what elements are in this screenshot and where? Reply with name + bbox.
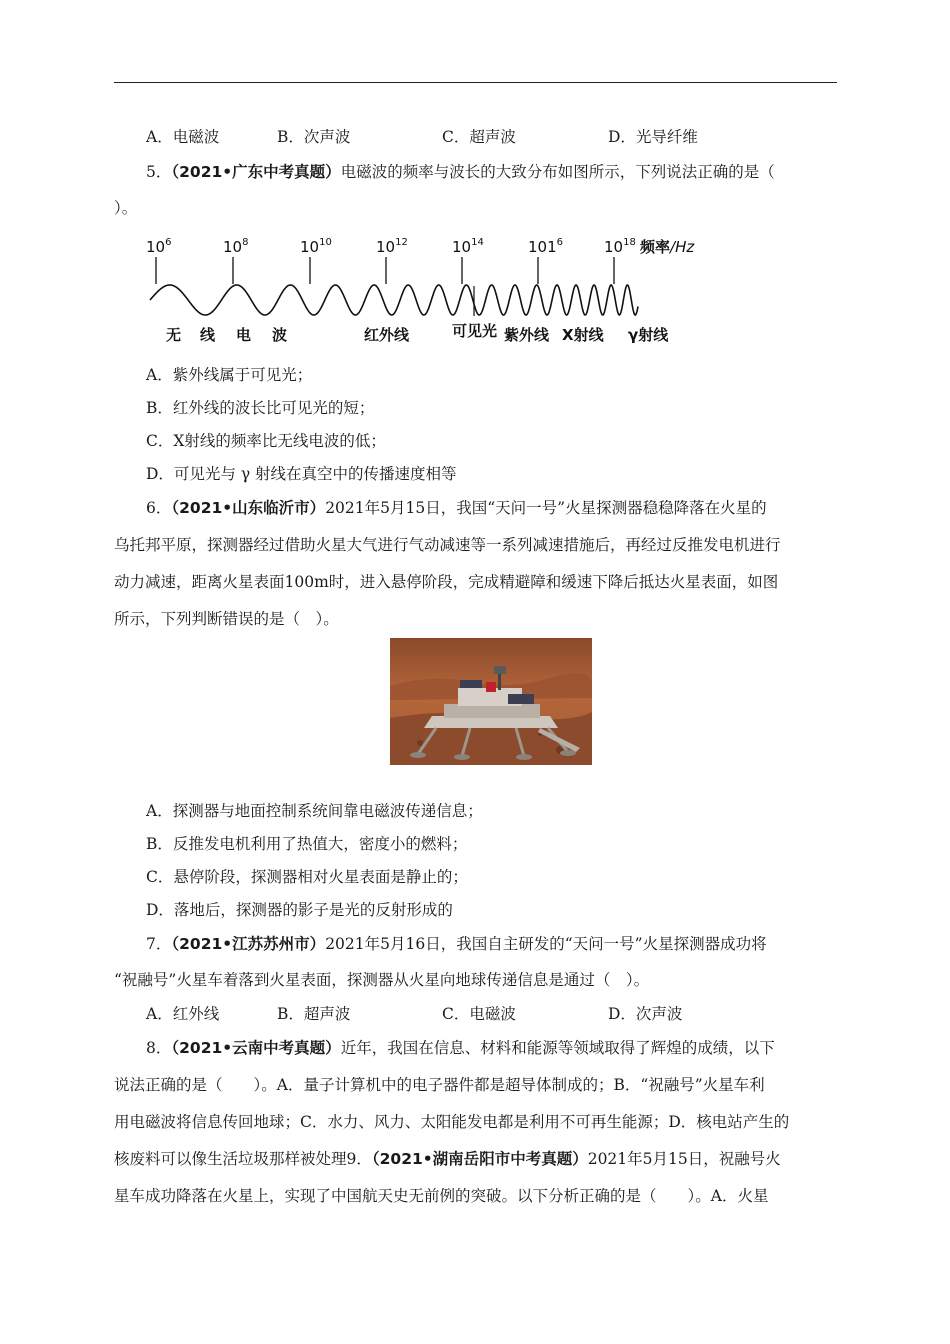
em-spectrum-diagram: [140, 232, 700, 348]
q6-number: 6．: [146, 499, 172, 517]
q5-option-c: C．X射线的频率比无线电波的低；: [146, 432, 386, 450]
q7-number: 7．: [146, 935, 172, 953]
freq-label-3: $10^{10}$: [300, 237, 332, 256]
q5-source: （2021•广东中考真题）: [171, 163, 341, 181]
mars-lander-photo: [390, 638, 592, 765]
q6-stem-line2: 乌托邦平原，探测器经过借助火星大气进行气动减速等一系列减速措施后，再经过反推发电机进行: [114, 536, 781, 554]
tick-marks: [156, 257, 614, 284]
band-visible: 可见光: [452, 322, 498, 340]
q8-line4-text: 核废料可以像生活垃圾那样被处理: [114, 1150, 347, 1168]
q9-number: 9．: [346, 1150, 372, 1168]
q5-option-b: B．红外线的波长比可见光的短；: [146, 399, 375, 417]
q6-option-d: D．落地后，探测器的影子是光的反射形成的: [146, 901, 453, 919]
q6-option-b: B．反推发电机利用了热值大，密度小的燃料；: [146, 835, 468, 853]
q5-option-d: D．可见光与 γ 射线在真空中的传播速度相等: [146, 465, 457, 483]
q4-option-b: B．次声波: [277, 128, 351, 146]
q8-number: 8．: [146, 1039, 172, 1057]
band-gamma: γ射线: [628, 326, 669, 344]
band-infrared: 红外线: [364, 326, 410, 344]
q5-stem-line2: ）。: [114, 199, 138, 217]
q7-option-a: A．红外线: [146, 1005, 220, 1023]
freq-label-6: $101^6$: [528, 237, 564, 256]
q6-stem-line3: 动力减速，距离火星表面100m时，进入悬停阶段，完成精避障和缓速下降后抵达火星表面，如图: [114, 573, 779, 591]
q6-option-a: A．探测器与地面控制系统间靠电磁波传递信息；: [146, 802, 483, 820]
header-rule: [114, 82, 837, 83]
freq-label-1: $10^6$: [146, 237, 172, 256]
q7-option-b: B．超声波: [277, 1005, 351, 1023]
q6-stem-text: 2021年5月15日，我国“天问一号”火星探测器稳稳降落在火星的: [325, 499, 767, 517]
freq-label-7: $10^{18}$: [604, 237, 636, 256]
freq-label-5: $10^{14}$: [452, 237, 484, 256]
q4-option-c: C．超声波: [442, 128, 516, 146]
q5-stem: [146, 162, 876, 182]
q6-source: （2021•山东临沂市）: [171, 499, 326, 517]
q7-option-c: C．电磁波: [442, 1005, 516, 1023]
band-radio-1: 无: [166, 326, 182, 344]
q7-option-d: D．次声波: [608, 1005, 683, 1023]
freq-label-2: $10^8$: [223, 237, 249, 256]
em-wave: [150, 285, 638, 315]
q8-stem-text: 近年，我国在信息、材料和能源等领域取得了辉煌的成绩，以下: [340, 1039, 775, 1057]
q8-line2: 说法正确的是（ ）。A．量子计算机中的电子器件都是超导体制成的；B．“祝融号”火星车利: [114, 1076, 765, 1094]
q7-stem-text: 2021年5月16日，我国自主研发的“天问一号”火星探测器成功将: [325, 935, 767, 953]
axis-title: 频率/Hz: [640, 238, 695, 256]
q4-option-a: A．电磁波: [146, 128, 220, 146]
q6-option-c: C．悬停阶段，探测器相对火星表面是静止的；: [146, 868, 468, 886]
q7-stem: [146, 934, 876, 954]
q5-stem-text: 电磁波的频率与波长的大致分布如图所示，下列说法正确的是（: [340, 163, 775, 181]
q6-stem-line4: 所示，下列判断错误的是（ ）。: [114, 610, 339, 628]
band-radio-3: 电: [236, 326, 252, 344]
q9-line2: 星车成功降落在火星上，实现了中国航天史无前例的突破。以下分析正确的是（ ）。A．火星: [114, 1187, 769, 1205]
band-xray: X射线: [562, 326, 604, 344]
q8-stem: [146, 1038, 876, 1058]
q5-number: 5．: [146, 163, 172, 181]
q5-option-a: A．紫外线属于可见光；: [146, 366, 313, 384]
q7-source: （2021•江苏苏州市）: [171, 935, 326, 953]
band-radio-2: 线: [200, 326, 216, 344]
freq-label-4: $10^{12}$: [376, 237, 408, 256]
band-ultraviolet: 紫外线: [504, 326, 550, 344]
q8-line3: 用电磁波将信息传回地球；C．水力、风力、太阳能发电都是利用不可再生能源；D．核电站产生的: [114, 1113, 790, 1131]
q7-stem-line2: “祝融号”火星车着落到火星表面，探测器从火星向地球传递信息是通过（ ）。: [114, 971, 650, 989]
q4-option-d: D．光导纤维: [608, 128, 698, 146]
q6-stem: [146, 498, 876, 518]
q8-source: （2021•云南中考真题）: [171, 1039, 341, 1057]
band-radio-4: 波: [272, 326, 288, 344]
q9-stem-text: 2021年5月15日，祝融号火: [587, 1150, 781, 1168]
q8-line4: [114, 1149, 844, 1169]
q9-source: （2021•湖南岳阳市中考真题）: [371, 1150, 588, 1168]
